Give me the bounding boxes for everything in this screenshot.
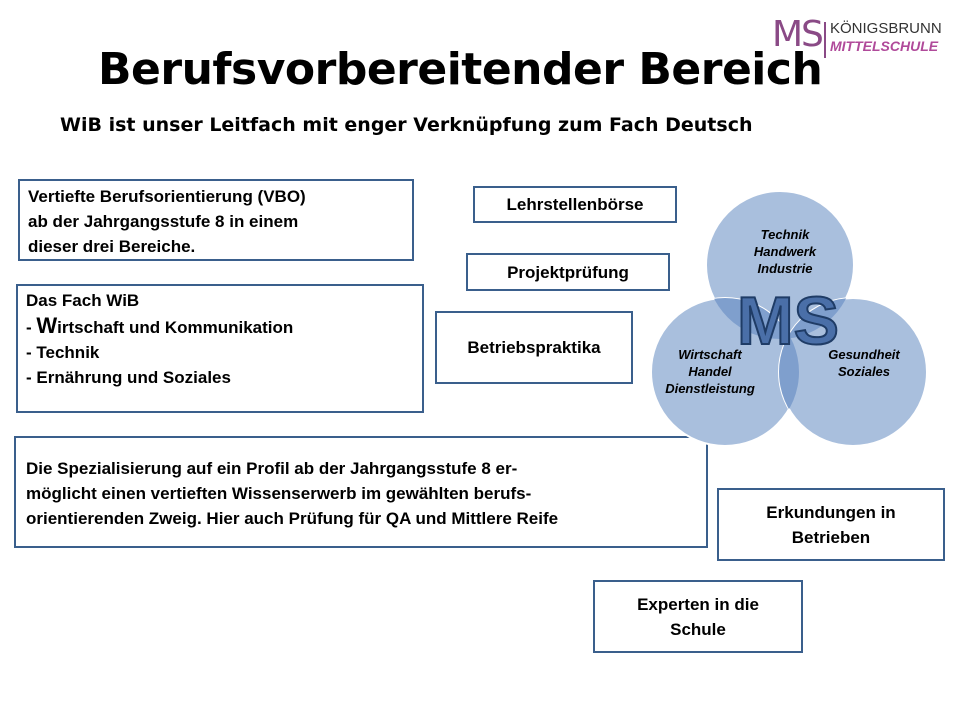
venn-right-2: Soziales — [837, 364, 891, 379]
fach-heading: Das Fach WiB — [26, 291, 140, 310]
vbo-line-2: ab der Jahrgangsstufe 8 in einem — [28, 212, 299, 231]
fach-item-2 — [26, 340, 414, 365]
experten-line-1: Experten in die — [637, 594, 759, 614]
fach-item-2-text: Technik — [36, 343, 100, 362]
fach-item-3-text: Ernährung und Soziales — [36, 368, 231, 387]
venn-right-1: Gesundheit — [828, 347, 900, 362]
fach-item-2-prefix: - — [26, 343, 37, 362]
spezialisierung-box — [14, 436, 708, 548]
lehrstellenboerse-box: Lehrstellenbörse — [473, 186, 677, 223]
venn-label-right — [816, 346, 912, 380]
venn-diagram — [640, 180, 940, 460]
venn-label-top — [740, 226, 830, 277]
vbo-line-1: Vertiefte Berufsorientierung (VBO) — [28, 187, 306, 206]
erkundungen-box — [717, 488, 945, 561]
venn-center-mark: MS — [737, 283, 839, 359]
fach-item-3-prefix: - — [26, 368, 37, 387]
spezial-line-2: möglicht einen vertieften Wissenserwerb im gewählten berufs- — [26, 484, 532, 503]
page-title: Berufsvorbereitender Bereich — [98, 44, 823, 95]
page-subtitle: WiB ist unser Leitfach mit enger Verknüpfung zum Fach Deutsch — [60, 114, 753, 136]
venn-left-3: Dienstleistung — [665, 381, 755, 396]
projektpruefung-box: Projektprüfung — [466, 253, 670, 291]
venn-left-2: Handel — [688, 364, 732, 379]
logo-divider — [824, 22, 826, 58]
venn-top-1: Technik — [760, 227, 810, 242]
erkundungen-line-1: Erkundungen in — [766, 502, 896, 522]
erkundungen-line-2: Betrieben — [791, 527, 871, 547]
venn-svg — [640, 180, 940, 460]
venn-top-2: Handwerk — [753, 244, 817, 259]
logo-line-2: MITTELSCHULE — [830, 38, 939, 54]
experten-line-2: Schule — [670, 619, 726, 639]
fach-item-1-initial: W — [36, 313, 58, 338]
fach-item-1-rest: irtschaft und Kommunikation — [57, 318, 294, 337]
logo-mark: MS — [772, 14, 822, 55]
spezial-line-3: orientierenden Zweig. Hier auch Prüfung für QA und Mittlere Reife — [26, 509, 559, 528]
venn-top-3: Industrie — [757, 261, 813, 276]
spezial-line-1: Die Spezialisierung auf ein Profil ab der Jahrgangsstufe 8 er- — [26, 459, 518, 478]
fach-item-3 — [26, 365, 414, 390]
betriebspraktika-box: Betriebspraktika — [435, 311, 633, 384]
fach-item-1-prefix: - — [26, 318, 37, 337]
venn-label-left — [652, 346, 768, 397]
logo-line-1: KÖNIGSBRUNN — [830, 20, 942, 37]
experten-box — [593, 580, 803, 653]
fach-wib-box — [16, 284, 424, 413]
fach-item-1 — [26, 313, 414, 340]
vbo-box — [18, 179, 414, 261]
vbo-line-3: dieser drei Bereiche. — [28, 237, 196, 256]
venn-left-1: Wirtschaft — [678, 347, 742, 362]
